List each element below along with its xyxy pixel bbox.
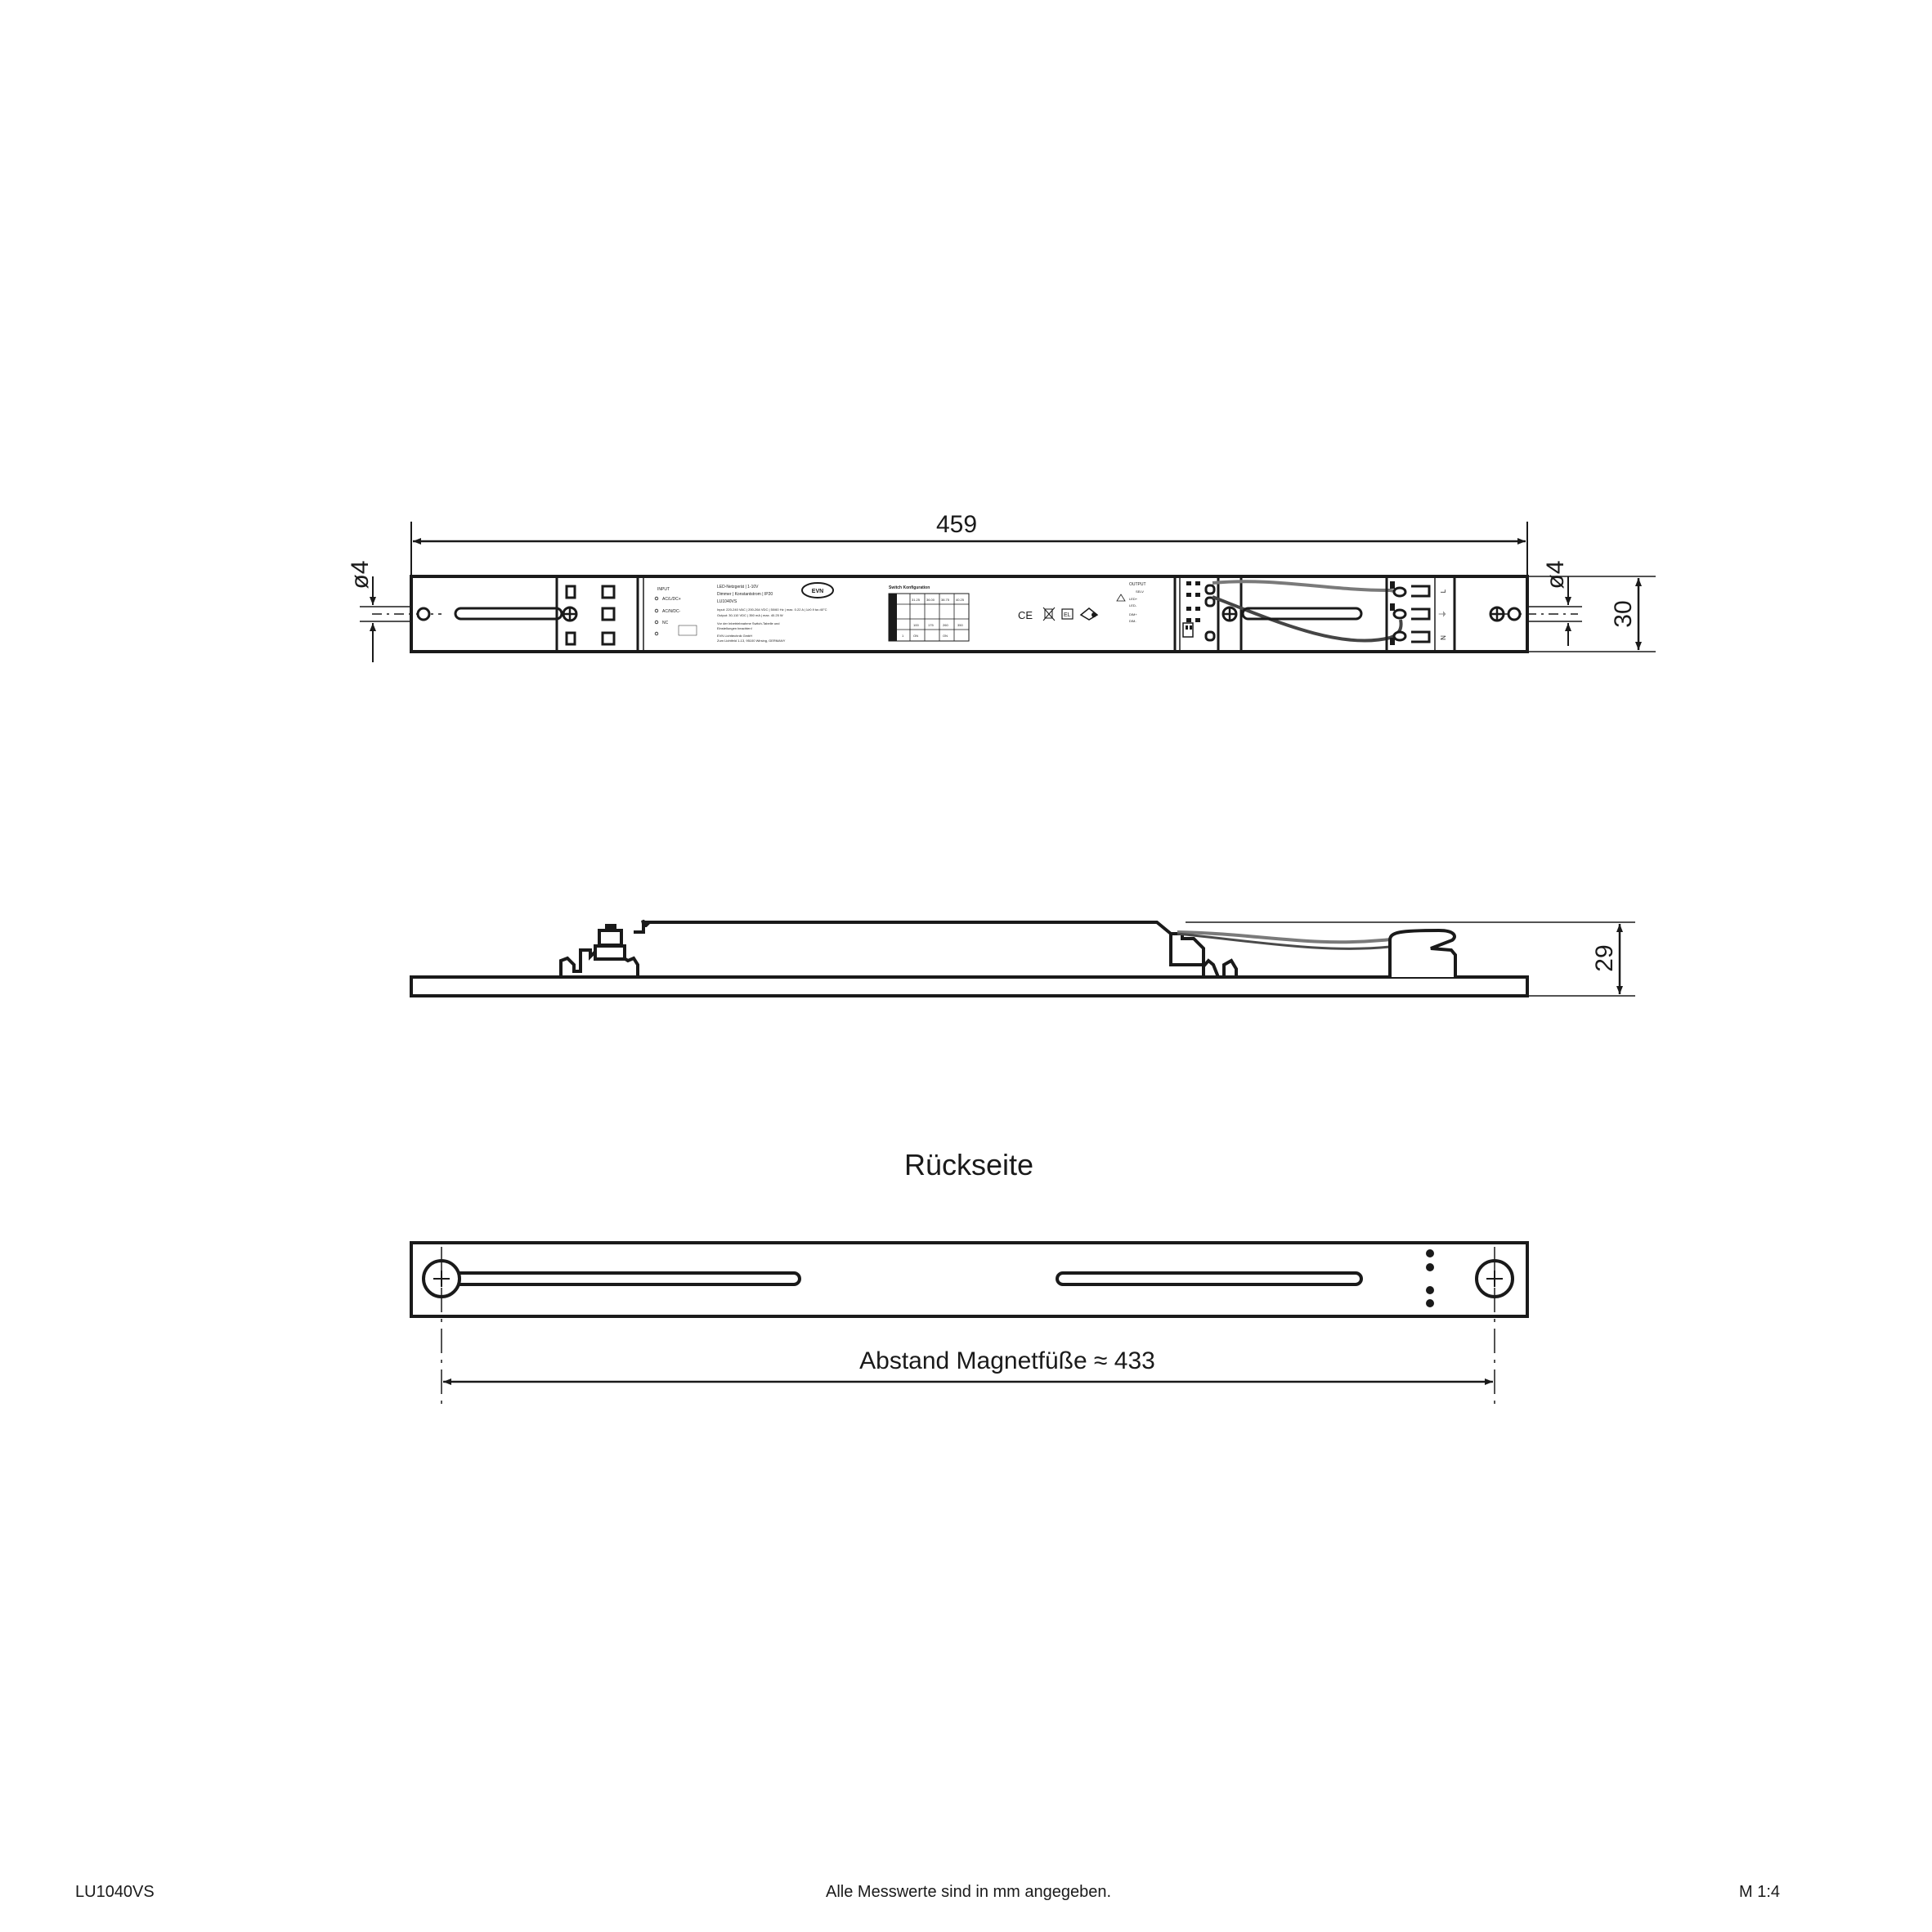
label-line-7: Einstellungen beachten! [717,626,752,630]
side-height-dimension-label: 29 [1591,944,1618,972]
foot-spacing-dimension-label: Abstand Magnetfüße ≈ 433 [859,1347,1155,1374]
screw-icon [1223,607,1236,621]
switch-config-title: Switch Konfiguration [889,585,930,590]
label-line-1: LED-Netzgerät | 1-10V [717,585,759,589]
label-output-sub: SELV [1136,589,1144,594]
hole-dim-left-label: ø4 [347,560,374,589]
base-plate [411,977,1527,996]
svg-text:31.25: 31.25 [912,598,921,602]
label-line-3: LU1040VS [717,599,737,604]
side-view [411,921,1635,996]
terminal-mark-earth: ⏚ [1439,610,1448,618]
label-output-pin-4: DIM- [1129,619,1136,623]
ce-mark: CE [1018,609,1033,621]
mounting-hole-left [418,608,429,620]
right-clip-foot [1204,961,1236,977]
label-input-pin-1: AC/L/DC+ [662,597,681,602]
label-line-8: EVN Lichttechnik GmbH [717,634,753,638]
mounting-slot-left [455,608,562,619]
mounting-hole-right [1508,608,1520,620]
svg-text:36.00: 36.00 [926,598,935,602]
right-clip [1171,934,1204,965]
back-view [411,1148,1527,1406]
screw-icon [563,607,576,621]
left-terminal-side [595,924,625,959]
label-line-2: Dimmer | Konstantstrom | IP20 [717,592,773,597]
top-view [347,511,1656,662]
footer-model: LU1040VS [75,1883,155,1901]
label-line-6: Vor der Inbetriebnahme Switch-Tabelle und [717,621,780,625]
label-output-title: OUTPUT [1129,582,1146,587]
svg-text:38.75: 38.75 [941,598,950,602]
terminal-mark-l: L [1440,589,1447,594]
brand-logo [802,583,833,598]
el-mark: EL [1064,612,1071,618]
back-slot-right [1057,1273,1361,1284]
label-line-4: Input: 220-240 VAC | 200-264 VDC | 50/60 Hz | max. 0.22 A | λ≥0.9 ta=40°C [717,607,827,612]
terminal-mark-n: N [1440,635,1447,640]
svg-text:260: 260 [943,623,948,627]
label-input-pin-3: NC [662,621,669,625]
svg-text:1: 1 [902,634,904,638]
label-output-pin-3: DIM+ [1129,612,1137,616]
back-view-title: Rückseite [903,1148,1034,1181]
label-input-title: INPUT [657,587,670,592]
svg-text:40.25: 40.25 [956,598,965,602]
length-dimension-label: 459 [935,511,978,538]
footer-note: Alle Messwerte sind in mm angegeben. [826,1883,1112,1901]
svg-text:ON: ON [913,634,918,638]
svg-text:100: 100 [913,623,919,627]
label-line-9: Zum Lichtfeld 1-13, 95100 Wirsing, GERMANY [717,639,786,643]
footer-scale: M 1:4 [1739,1883,1781,1901]
screw-icon [1490,607,1504,621]
label-input-pin-2: AC/N/DC- [662,609,681,614]
label-output-pin-2: LED- [1129,603,1137,607]
svg-text:ON: ON [943,634,948,638]
cable-clamp [1390,930,1455,977]
svg-text:EVN: EVN [811,589,824,594]
back-slot-left [432,1273,800,1284]
svg-text:175: 175 [928,623,934,627]
label-output-pin-1: LED+ [1129,597,1138,601]
height-dimension-label: 30 [1610,600,1637,628]
hole-dim-right-label: ø4 [1542,560,1569,589]
label-line-5: Output: 30-110 VDC | 350 mA | max. 40.25 W [717,613,783,617]
svg-text:350: 350 [957,623,963,627]
driver-housing-profile [634,921,1171,934]
